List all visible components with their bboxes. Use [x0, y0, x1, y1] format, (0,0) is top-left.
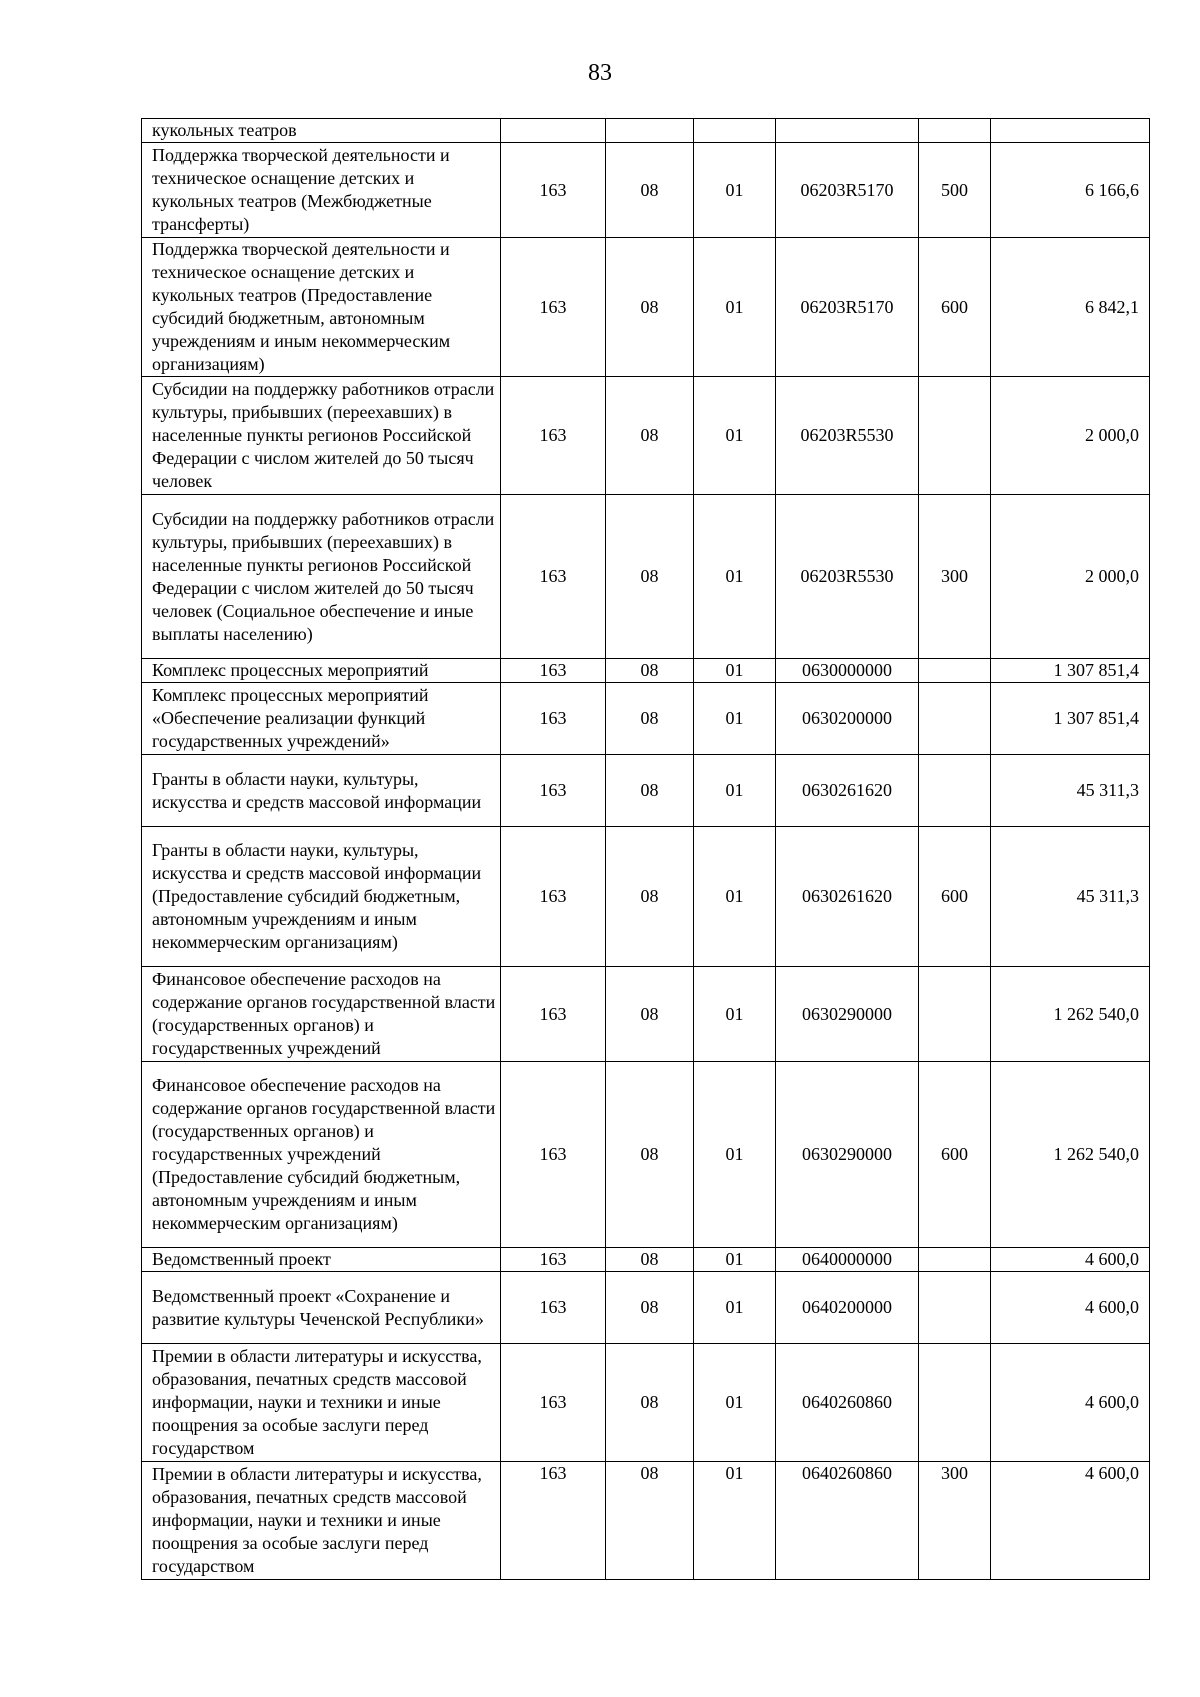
cell-department-code: 163	[501, 967, 606, 1062]
cell-subsection-code: 01	[694, 683, 776, 755]
cell-target-item-code: 0630261620	[776, 827, 919, 967]
table-row	[142, 377, 1150, 495]
cell-section-code: 08	[606, 1272, 694, 1344]
cell-amount: 1 262 540,0	[991, 1062, 1150, 1248]
cell-subsection-code: 01	[694, 1272, 776, 1344]
cell-expense-type-code: 600	[919, 827, 991, 967]
cell-subsection-code: 01	[694, 377, 776, 495]
cell-subsection-code: 01	[694, 1462, 776, 1580]
cell-target-item-code: 06203R5530	[776, 377, 919, 495]
cell-expense-type-code	[919, 967, 991, 1062]
table-row	[142, 1062, 1150, 1248]
cell-department-code: 163	[501, 1248, 606, 1272]
cell-subsection-code: 01	[694, 1062, 776, 1248]
cell-department-code: 163	[501, 1062, 606, 1248]
cell-amount: 6 166,6	[991, 143, 1150, 238]
table-row	[142, 1248, 1150, 1272]
cell-subsection-code: 01	[694, 1248, 776, 1272]
cell-expense-name: Ведомственный проект «Сохранение и развитие культуры Чеченской Республики»	[142, 1272, 501, 1344]
cell-department-code: 163	[501, 1272, 606, 1344]
cell-amount: 4 600,0	[991, 1272, 1150, 1344]
cell-subsection-code: 01	[694, 659, 776, 683]
cell-department-code: 163	[501, 238, 606, 377]
cell-section-code: 08	[606, 143, 694, 238]
cell-target-item-code: 06203R5530	[776, 495, 919, 659]
cell-target-item-code: 0630261620	[776, 755, 919, 827]
cell-target-item-code	[776, 119, 919, 143]
cell-section-code: 08	[606, 1462, 694, 1580]
cell-department-code: 163	[501, 755, 606, 827]
cell-department-code: 163	[501, 683, 606, 755]
cell-expense-type-code	[919, 1248, 991, 1272]
cell-expense-type-code	[919, 119, 991, 143]
table-row	[142, 143, 1150, 238]
cell-expense-name: Комплекс процессных мероприятий	[142, 659, 501, 683]
cell-section-code: 08	[606, 238, 694, 377]
table-row	[142, 659, 1150, 683]
page-number: 83	[588, 60, 612, 86]
cell-department-code	[501, 119, 606, 143]
cell-amount: 4 600,0	[991, 1462, 1150, 1580]
cell-target-item-code: 0630290000	[776, 967, 919, 1062]
cell-section-code: 08	[606, 659, 694, 683]
cell-target-item-code: 0640000000	[776, 1248, 919, 1272]
table-row	[142, 1462, 1150, 1580]
cell-expense-name: Поддержка творческой деятельности и техническое оснащение детских и кукольных театров (Предоставление субсидий бюджетным, автономным учреждениям и иным некоммерческим организациям)	[142, 238, 501, 377]
cell-section-code: 08	[606, 827, 694, 967]
cell-section-code: 08	[606, 495, 694, 659]
cell-section-code: 08	[606, 377, 694, 495]
cell-expense-name: кукольных театров	[142, 119, 501, 143]
cell-expense-name: Комплекс процессных мероприятий «Обеспечение реализации функций государственных учреждений»	[142, 683, 501, 755]
cell-target-item-code: 0630290000	[776, 1062, 919, 1248]
cell-department-code: 163	[501, 377, 606, 495]
table-row	[142, 238, 1150, 377]
cell-department-code: 163	[501, 827, 606, 967]
cell-expense-name: Поддержка творческой деятельности и техническое оснащение детских и кукольных театров (Межбюджетные трансферты)	[142, 143, 501, 238]
cell-expense-type-code	[919, 683, 991, 755]
table-row	[142, 119, 1150, 143]
cell-department-code: 163	[501, 1462, 606, 1580]
table-row	[142, 755, 1150, 827]
cell-section-code: 08	[606, 683, 694, 755]
cell-subsection-code: 01	[694, 1344, 776, 1462]
cell-expense-name: Финансовое обеспечение расходов на содержание органов государственной власти (государственных органов) и государственных учреждений	[142, 967, 501, 1062]
table-row	[142, 1344, 1150, 1462]
cell-expense-name: Субсидии на поддержку работников отрасли культуры, прибывших (переехавших) в населенные пункты регионов Российской Федерации с числом жителей до 50 тысяч человек (Социальное обеспечение и иные выплаты населению)	[142, 495, 501, 659]
cell-target-item-code: 0640260860	[776, 1344, 919, 1462]
table-row	[142, 827, 1150, 967]
table-row	[142, 1272, 1150, 1344]
cell-subsection-code: 01	[694, 495, 776, 659]
cell-target-item-code: 0640260860	[776, 1462, 919, 1580]
cell-department-code: 163	[501, 659, 606, 683]
cell-section-code: 08	[606, 1344, 694, 1462]
cell-section-code: 08	[606, 755, 694, 827]
table-row	[142, 495, 1150, 659]
cell-target-item-code: 06203R5170	[776, 238, 919, 377]
cell-target-item-code: 06203R5170	[776, 143, 919, 238]
cell-expense-type-code: 600	[919, 238, 991, 377]
cell-expense-type-code: 300	[919, 1462, 991, 1580]
cell-target-item-code: 0630000000	[776, 659, 919, 683]
cell-expense-name: Финансовое обеспечение расходов на содержание органов государственной власти (государственных органов) и государственных учреждений (Предоставление субсидий бюджетным, автономным учреждениям и иным некоммерческим организациям)	[142, 1062, 501, 1248]
cell-amount: 2 000,0	[991, 377, 1150, 495]
cell-subsection-code: 01	[694, 238, 776, 377]
cell-department-code: 163	[501, 1344, 606, 1462]
cell-amount: 45 311,3	[991, 827, 1150, 967]
cell-amount: 2 000,0	[991, 495, 1150, 659]
cell-expense-type-code	[919, 377, 991, 495]
cell-section-code: 08	[606, 1062, 694, 1248]
cell-subsection-code: 01	[694, 143, 776, 238]
cell-amount: 1 307 851,4	[991, 659, 1150, 683]
cell-amount	[991, 119, 1150, 143]
cell-expense-type-code: 300	[919, 495, 991, 659]
cell-expense-name: Субсидии на поддержку работников отрасли культуры, прибывших (переехавших) в населенные пункты регионов Российской Федерации с числом жителей до 50 тысяч человек	[142, 377, 501, 495]
cell-expense-type-code	[919, 1272, 991, 1344]
cell-expense-name: Ведомственный проект	[142, 1248, 501, 1272]
cell-expense-type-code: 500	[919, 143, 991, 238]
cell-expense-type-code: 600	[919, 1062, 991, 1248]
cell-section-code: 08	[606, 1248, 694, 1272]
cell-expense-name: Гранты в области науки, культуры, искусства и средств массовой информации (Предоставление субсидий бюджетным, автономным учреждениям и иным некоммерческим организациям)	[142, 827, 501, 967]
budget-table	[141, 118, 1150, 1580]
cell-expense-name: Премии в области литературы и искусства, образования, печатных средств массовой информации, науки и техники и иные поощрения за особые заслуги перед государством	[142, 1344, 501, 1462]
cell-department-code: 163	[501, 143, 606, 238]
cell-section-code: 08	[606, 967, 694, 1062]
cell-expense-name: Гранты в области науки, культуры, искусства и средств массовой информации	[142, 755, 501, 827]
cell-amount: 1 262 540,0	[991, 967, 1150, 1062]
cell-expense-type-code	[919, 659, 991, 683]
cell-subsection-code: 01	[694, 827, 776, 967]
table-row	[142, 683, 1150, 755]
cell-amount: 1 307 851,4	[991, 683, 1150, 755]
cell-amount: 4 600,0	[991, 1248, 1150, 1272]
cell-amount: 4 600,0	[991, 1344, 1150, 1462]
cell-amount: 45 311,3	[991, 755, 1150, 827]
cell-amount: 6 842,1	[991, 238, 1150, 377]
cell-subsection-code	[694, 119, 776, 143]
cell-subsection-code: 01	[694, 967, 776, 1062]
cell-subsection-code: 01	[694, 755, 776, 827]
cell-department-code: 163	[501, 495, 606, 659]
cell-expense-type-code	[919, 755, 991, 827]
cell-section-code	[606, 119, 694, 143]
cell-expense-name: Премии в области литературы и искусства, образования, печатных средств массовой информации, науки и техники и иные поощрения за особые заслуги перед государством	[142, 1462, 501, 1580]
cell-target-item-code: 0630200000	[776, 683, 919, 755]
budget-table-body	[142, 119, 1150, 1580]
cell-target-item-code: 0640200000	[776, 1272, 919, 1344]
table-row	[142, 967, 1150, 1062]
cell-expense-type-code	[919, 1344, 991, 1462]
